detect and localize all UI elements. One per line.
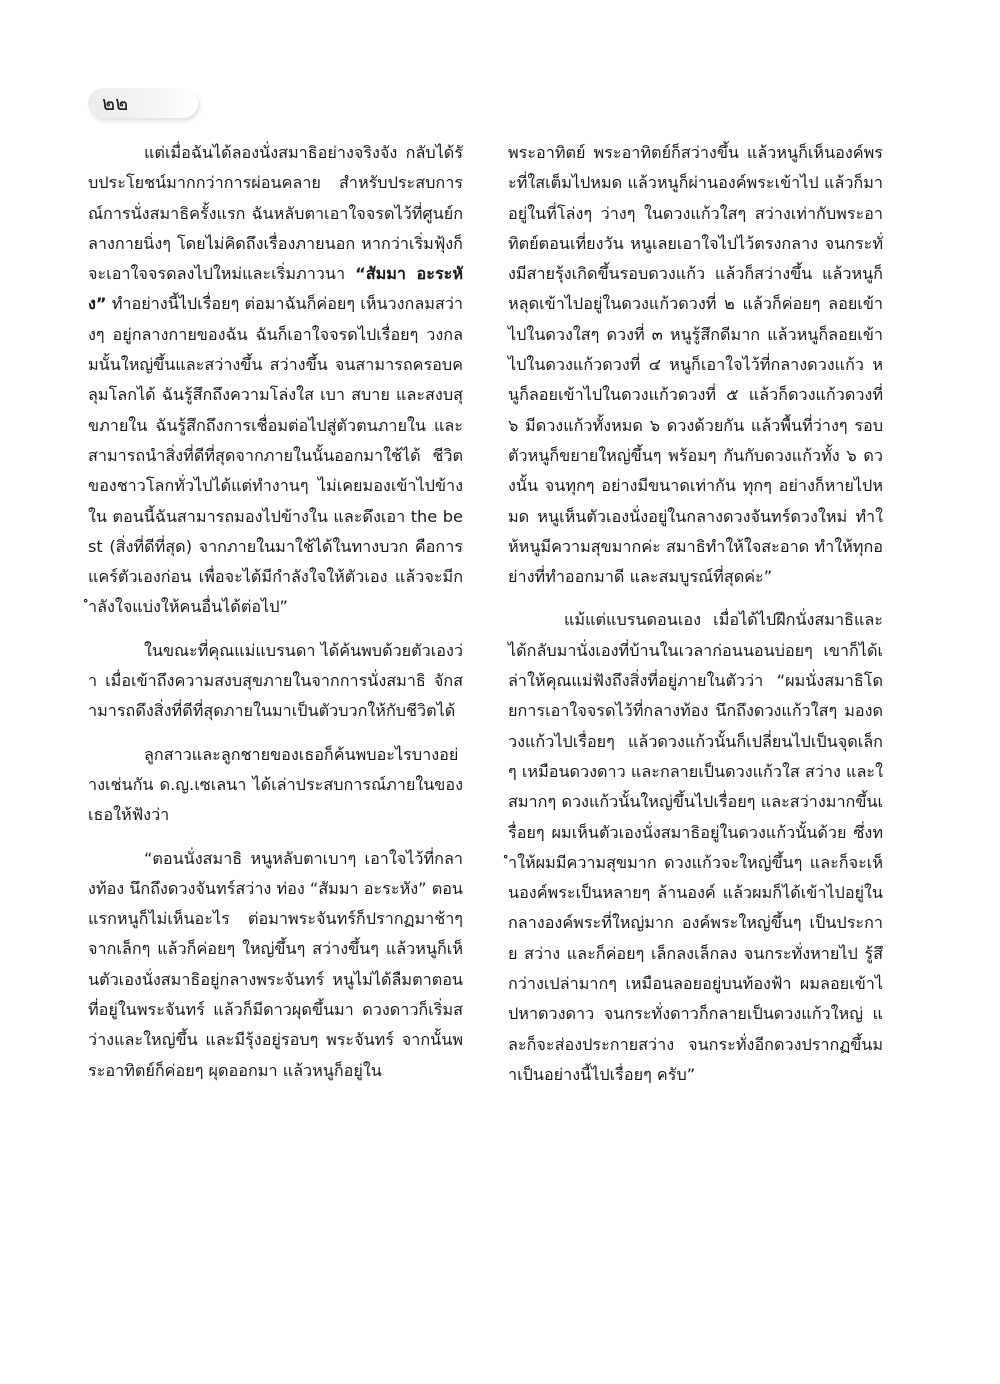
paragraph-selena-quote-continued: พระอาทิตย์ พระอาทิตย์ก็สว่างขึ้น แล้วหนูก็เห็นองค์พระที่ใสเต็มไปหมด แล้วหนูก็ผ่านองค์พระเข้าไป แล้วก็มาอยู่ในที่โล่งๆ ว่างๆ ในดวงแก้วใสๆ สว่างเท่ากับพระอาทิตย์ตอนเที่ยงวัน หนูเลยเอาใจไปไว้ตรงกลาง จนกระทั่งมีสายรุ้งเกิดขึ้นรอบดวงแก้ว แล้วก็สว่างขึ้น แล้วหนูก็หลุดเข้าไปอยู่ในดวงแก้วดวงที่ ๒ แล้วก็ค่อยๆ ลอยเข้าไปในดวงใสๆ ดวงที่ ๓ หนูรู้สึกดีมาก แล้วหนูก็ลอยเข้าไปในดวงแก้วดวงที่ ๔ หนูก็เอาใจไว้ที่กลางดวงแก้ว หนูก็ลอยเข้าไปในดวงแก้วดวงที่ ๕ แล้วก็ดวงแก้วดวงที่ ๖ มีดวงแก้วทั้งหมด ๖ ดวงด้วยกัน แล้วพื้นที่ว่างๆ รอบตัวหนูก็ขยายใหญ่ขึ้นๆ พร้อมๆ กันกับดวงแก้วทั้ง ๖ ดวงนั้น จนทุกๆ อย่างมีขนาดเท่ากัน ทุกๆ อย่างก็หายไปหมด หนูเห็นตัวเองนั่งอยู่ในกลางดวงจันทร์ดวงใหม่ ทำให้หนูมีความสุขมากค่ะ สมาธิทำให้ใจสะอาด ทำให้ทุกอย่างที่ทำออกมาดี และสมบูรณ์ที่สุดค่ะ” bbox=[508, 143, 883, 587]
right-column bbox=[508, 138, 883, 1090]
paragraph-meditation-experience bbox=[88, 138, 463, 623]
paragraph-children: ลูกสาวและลูกชายของเธอก็ค้นพบอะไรบางอย่างเช่นกัน ด.ญ.เซเลนา ได้เล่าประสบการณ์ภายในของเธอให้ฟังว่า bbox=[88, 744, 463, 825]
paragraph-text: ทำอย่างนี้ไปเรื่อยๆ ต่อมาฉันก็ค่อยๆ เห็นวงกลมสว่างๆ อยู่กลางกายของฉัน ฉันก็เอาใจจรดไปเรื่อยๆ วงกลมนั้นใหญ่ขึ้นและสว่างขึ้น สว่างขึ้น จนสามารถครอบคลุมโลกได้ ฉันรู้สึกถึงความโล่งใส เบา สบาย และสงบสุขภายใน ฉันรู้สึกถึงการเชื่อมต่อไปสู่ตัวตนภายใน และสามารถนำสิ่งที่ดีที่สุดจากภายในนั้นออกมาใช้ได้ ชีวิตของชาวโลกทั่วไปได้แต่ทำงานๆ ไม่เคยมองเข้าไปข้างใน ตอนนี้ฉันสามารถมองไปข้างใน และดึงเอา the best (สิ่งที่ดีที่สุด) จากภายในมาใช้ได้ในทางบวก คือการแคร์ตัวเองก่อน เพื่อจะได้มีกำลังใจให้ตัวเอง แล้วจะมีกำลังใจแบ่งให้คนอื่นได้ต่อไป” bbox=[88, 294, 463, 617]
page-number: ๒๒ bbox=[102, 91, 129, 115]
paragraph-selena-quote: “ตอนนั่งสมาธิ หนูหลับตาเบาๆ เอาใจไว้ที่กลางท้อง นึกถึงดวงจันทร์สว่าง ท่อง “สัมมา อะระหัง” ตอนแรกหนูก็ไม่เห็นอะไร ต่อมาพระจันทร์ก็ปรากฏมาช้าๆ จากเล็กๆ แล้วก็ค่อยๆ ใหญ่ขึ้นๆ สว่างขึ้นๆ แล้วหนูก็เห็นตัวเองนั่งสมาธิอยู่กลางพระจันทร์ หนูไม่ได้ลืมตาตอนที่อยู่ในพระจันทร์ แล้วก็มีดาวผุดขึ้นมา ดวงดาวก็เริ่มสว่างและใหญ่ขึ้น และมีรุ้งอยู่รอบๆ พระจันทร์ จากนั้นพระอาทิตย์ก็ค่อยๆ ผุดออกมา แล้วหนูก็อยู่ใน bbox=[88, 848, 463, 1080]
paragraph-brandon: แม้แต่แบรนดอนเอง เมื่อได้ไปฝึกนั่งสมาธิและได้กลับมานั่งเองที่บ้านในเวลาก่อนนอนบ่อยๆ เขาก็ได้เล่าให้คุณแม่ฟังถึงสิ่งที่อยู่ภายในตัวว่า “ผมนั่งสมาธิโดยการเอาใจจรดไว้ที่กลางท้อง นึกถึงดวงแก้วใสๆ มองดวงแก้วไปเรื่อยๆ แล้วดวงแก้วนั้นก็เปลี่ยนไปเป็นจุดเล็กๆ เหมือนดวงดาว และกลายเป็นดวงแก้วใส สว่าง และใสมากๆ ดวงแก้วนั้นใหญ่ขึ้นไปเรื่อยๆ และสว่างมากขึ้นเรื่อยๆ ผมเห็นตัวเองนั่งสมาธิอยู่ในดวงแก้วนั้นด้วย ซึ่งทำให้ผมมีความสุขมาก ดวงแก้วจะใหญ่ขึ้นๆ และก็จะเห็นองค์พระเป็นหลายๆ ล้านองค์ แล้วผมก็ได้เข้าไปอยู่ในกลางองค์พระที่ใหญ่มาก องค์พระใหญ่ขึ้นๆ เป็นประกาย สว่าง และก็ค่อยๆ เล็กลงเล็กลง จนกระทั่งหายไป รู้สึกว่างเปล่ามากๆ เหมือนลอยอยู่บนท้องฟ้า ผมลอยเข้าไปหาดวงดาว จนกระทั่งดาวก็กลายเป็นดวงแก้วใหญ่ และก็จะส่องประกายสว่าง จนกระทั่งอีกดวงปรากฏขึ้นมาเป็นอย่างนี้ไปเรื่อยๆ ครับ” bbox=[508, 610, 883, 1084]
left-column bbox=[88, 138, 463, 1086]
mantra-text: “สัมมา อะระหัง” bbox=[88, 264, 463, 314]
paragraph-text: แต่เมื่อฉันได้ลองนั่งสมาธิอย่างจริงจัง กลับได้รับประโยชน์มากกว่าการผ่อนคลาย สำหรับประสบการณ์การนั่งสมาธิครั้งแรก ฉันหลับตาเอาใจจรดไว้ที่ศูนย์กลางกายนิ่งๆ โดยไม่คิดถึงเรื่องภายนอก หากว่าเริ่มฟุ้งก็จะเอาใจจรดลงไปใหม่และเริ่มภาวนา bbox=[88, 143, 463, 284]
paragraph-brenda: ในขณะที่คุณแม่แบรนดา ได้ค้นพบด้วยตัวเองว่า เมื่อเข้าถึงความสงบสุขภายในจากการนั่งสมาธิ จักสามารถดึงสิ่งที่ดีที่สุดภายในมาเป็นตัวบวกให้กับชีวิตได้ bbox=[88, 640, 464, 721]
